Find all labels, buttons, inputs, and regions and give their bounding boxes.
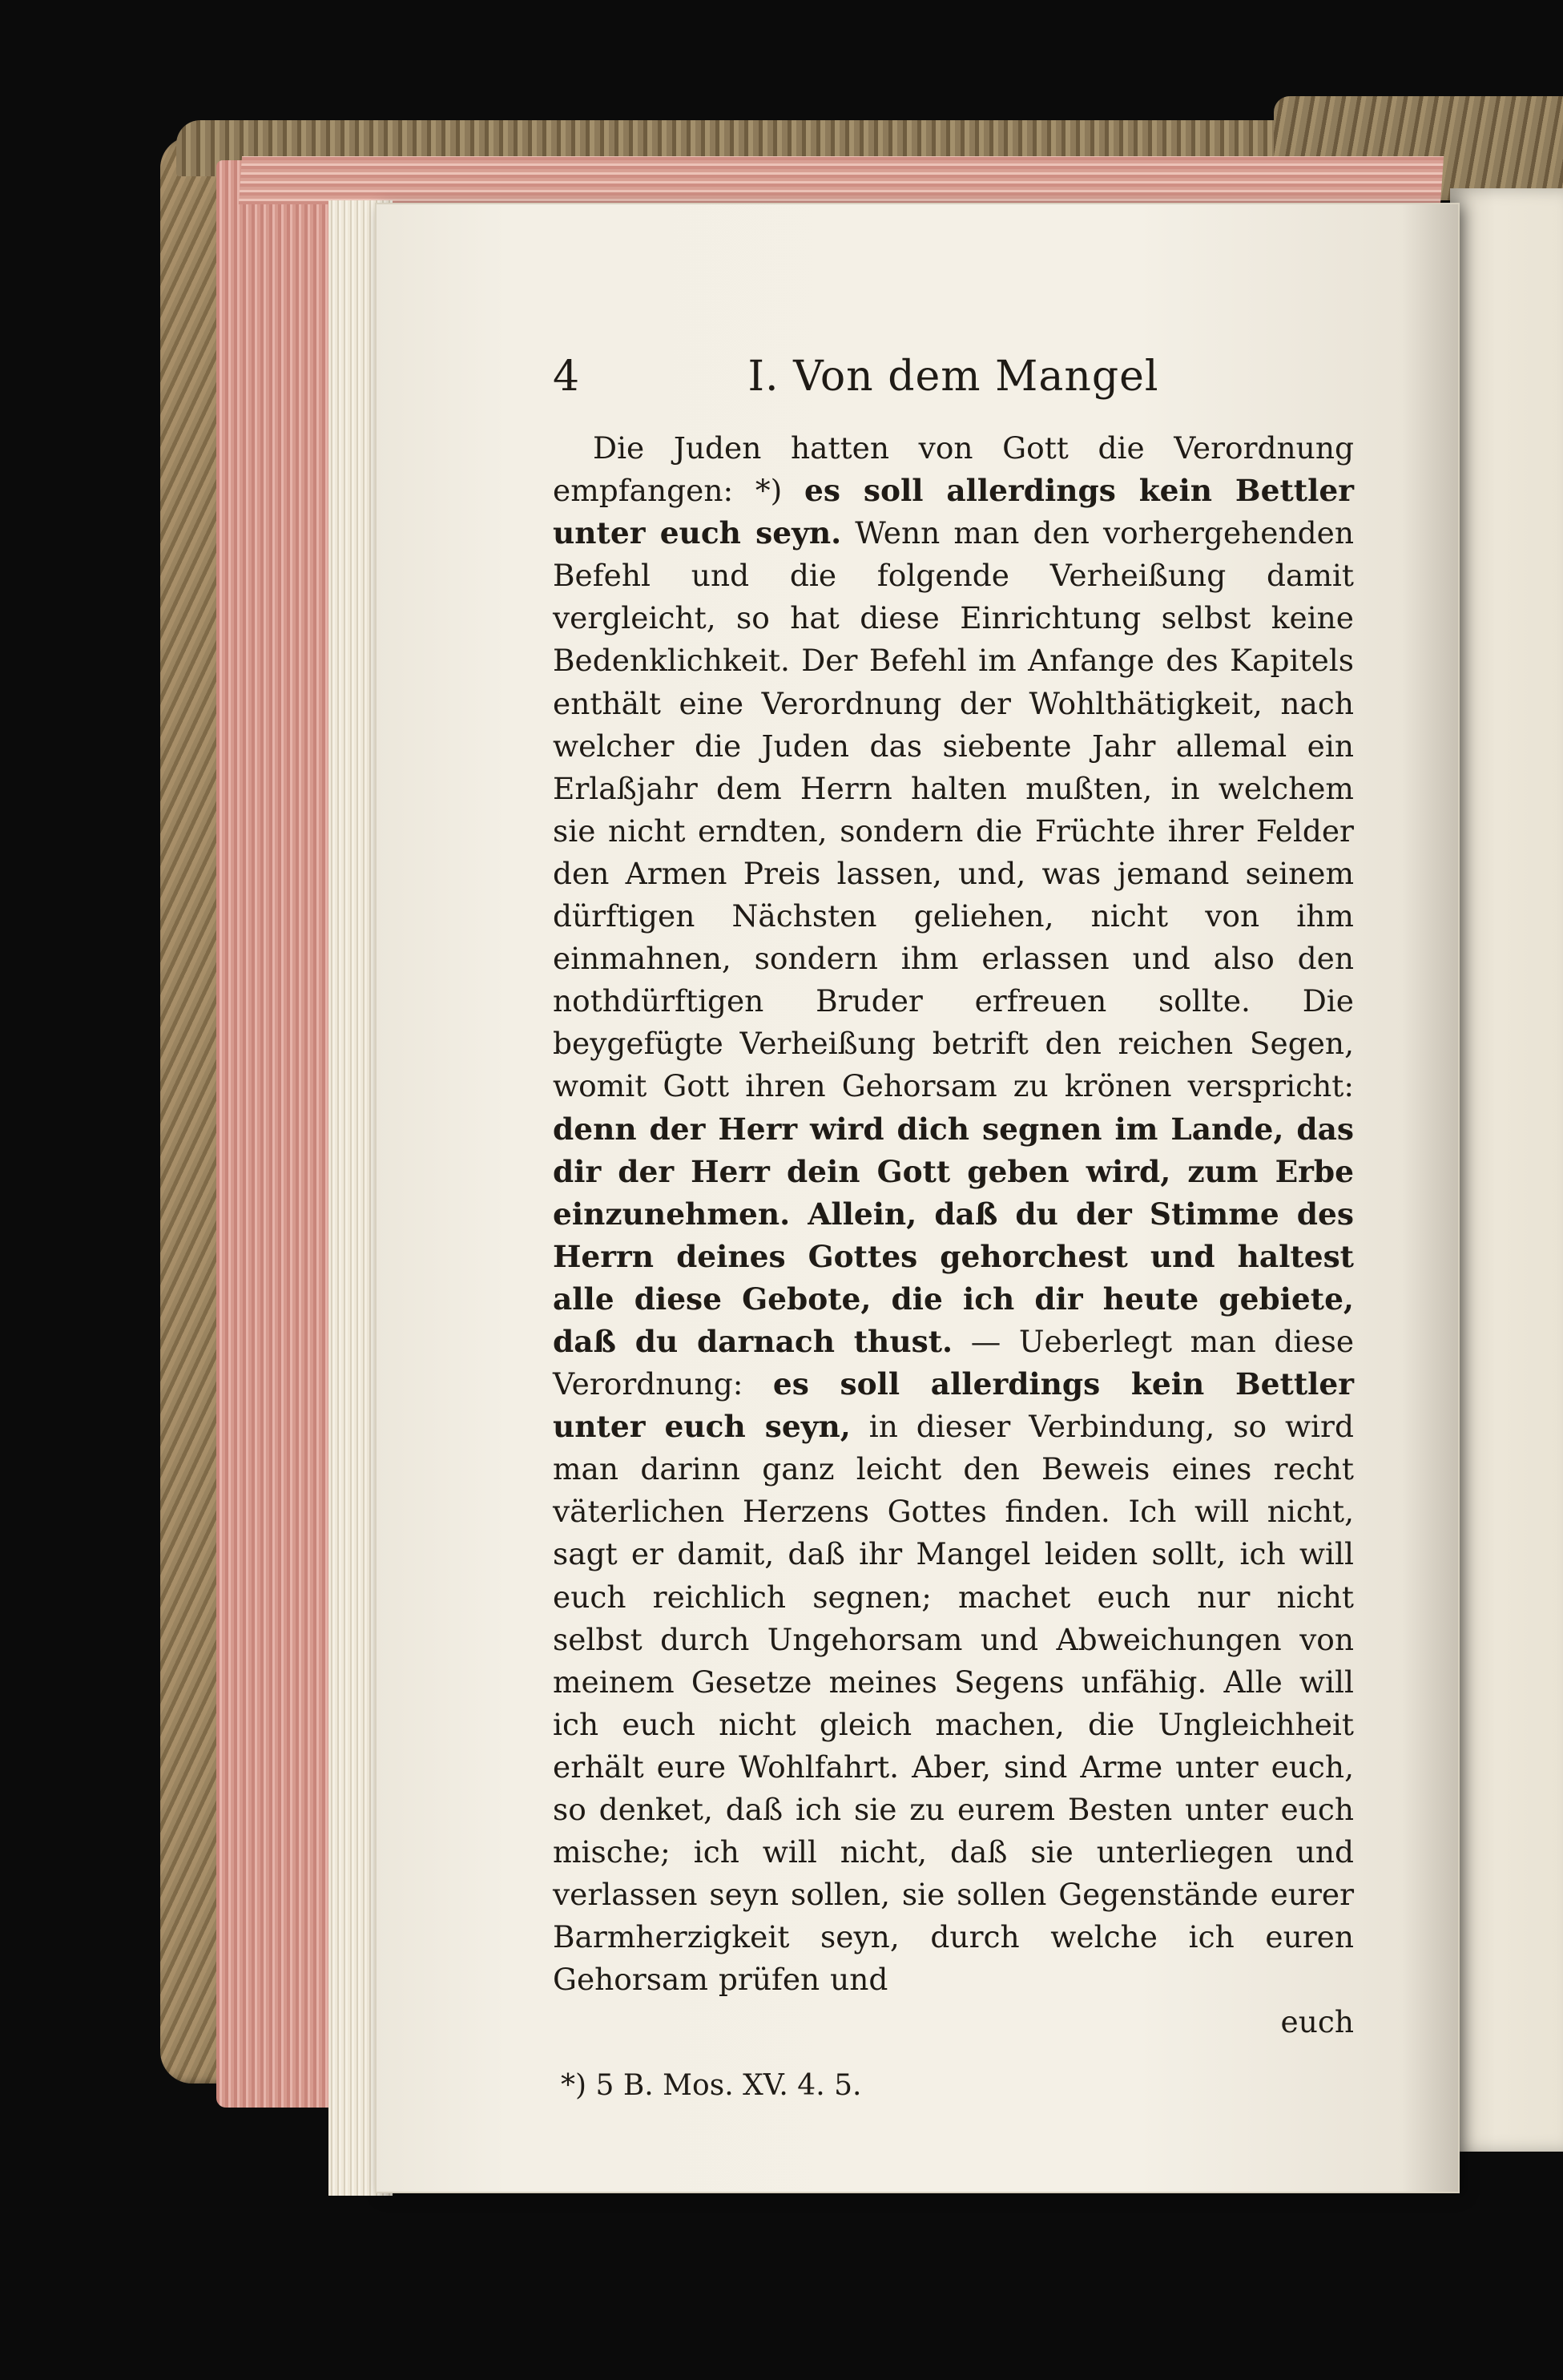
body-segment: in dieser Verbindung, so wird man darinn ganz leicht den Beweis eines recht väterlichen Herzens Gottes finden. Ich will nicht, sagt er damit, daß ihr Mangel leiden sollt, ich will euch reichlich segnen; machet euch nur nicht selbst durch Ungehorsam und Abweichungen von meinem Gesetze meines Segens unfähig. Alle will ich euch nicht gleich machen, die Ungleichheit erhält eure Wohlfahrt. Aber, sind Arme unter euch, so denket, daß ich sie zu eurem Besten unter euch mische; ich will nicht, daß sie unterliegen und verlassen seyn sollen, sie sollen Gegenstände eurer Barmherzigkeit seyn, durch welche ich euren Gehorsam prüfen und: [553, 1409, 1354, 1998]
gutter-shadow: [1402, 204, 1458, 2192]
page-number: 4: [553, 353, 580, 401]
footnote: *) 5 B. Mos. XV. 4. 5.: [561, 2069, 862, 2103]
facing-page: [1450, 188, 1563, 2152]
body-segment-bold: es soll allerdings kein Bettler unter euch seyn,: [553, 1366, 1355, 1445]
body-text: [553, 427, 1354, 2001]
page-edges-top: [239, 156, 1444, 204]
body-paragraph: [553, 427, 1354, 2001]
running-head: [553, 341, 1354, 413]
body-segment-bold: es soll allerdings kein Bettler unter euch seyn.: [553, 473, 1354, 551]
body-segment: Wenn man den vorhergehenden Befehl und die folgende Verheißung damit vergleicht, so hat diese Einrichtung selbst keine Bedenklichkeit. Der Befehl im Anfange des Kapitels enthält eine Verordnung der Wohlthätigkeit, nach welcher die Juden das siebente Jahr allemal ein Erlaßjahr dem Herrn halten mußten, in welchem sie nicht erndten, sondern die Früchte ihrer Felder den Armen Preis lassen, und, was jemand seinem dürftigen Nächsten geliehen, nicht von ihm einmahnen, sondern ihm erlassen und also den nothdürftigen Bruder erfreuen sollte. Die beygefügte Verheißung betrift den reichen Segen, womit Gott ihren Gehorsam zu krönen verspricht:: [553, 515, 1354, 1104]
running-title: I. Von dem Mangel: [747, 353, 1159, 401]
catchword: euch: [1280, 2004, 1354, 2040]
page-content: [553, 341, 1354, 2106]
book-page: [377, 204, 1458, 2192]
body-segment: — Ueberlegt man diese Verordnung:: [553, 1323, 1355, 1402]
body-segment: Die Juden hatten von Gott die Verordnung empfangen: *): [553, 430, 1354, 509]
body-segment-bold: denn der Herr wird dich segnen im Lande, das dir der Herr dein Gott geben wird, zum Erbe einzunehmen. Allein, daß du der Stimme des Herrn deines Gottes gehorchest und haltest alle diese Gebote, die ich dir heute gebiete, daß du darnach thust.: [553, 1111, 1354, 1359]
